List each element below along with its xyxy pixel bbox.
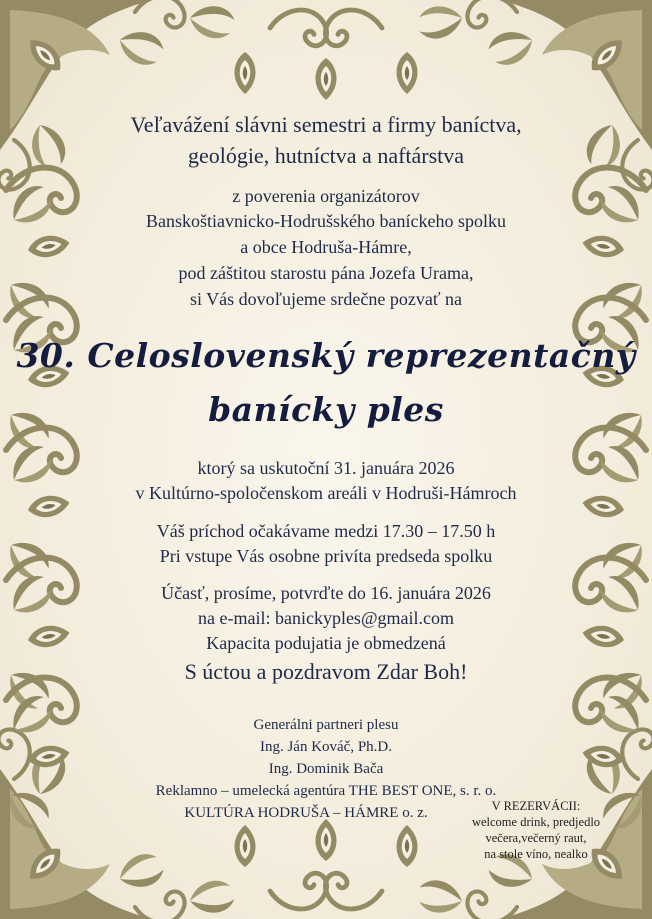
reservation-note	[466, 798, 606, 862]
floral-side-ornament	[187, 2, 465, 100]
partner-name: KULTÚRA HODRUŠA – HÁMRE o. z.	[184, 805, 428, 821]
reservation-line: na stole víno, nealko	[484, 847, 588, 861]
invitation-line: a obce Hodruša-Hámre,	[240, 237, 412, 257]
invitation-line: pod záštitou starostu pána Jozefa Urama,	[178, 263, 474, 283]
rsvp-deadline: Účasť, prosíme, potvrďte do 16. januára 2026	[161, 583, 491, 603]
partner-name: Ing. Dominik Bača	[268, 761, 384, 777]
invitation-line: z poverenia organizátorov	[232, 186, 420, 206]
arrival-time: Váš príchod očakávame medzi 17.30 – 17.50 h	[156, 521, 496, 541]
reservation-line: welcome drink, predjedlo	[471, 815, 601, 829]
reservation-heading: V REZERVÁCII:	[491, 799, 581, 813]
salutation-line: Veľavážení slávni semestri a firmy baníctva,	[130, 112, 522, 137]
salutation-line: geológie, hutníctva a naftárstva	[187, 143, 465, 168]
floral-side-ornament	[187, 819, 465, 917]
invitation-line: si Vás dovoľujeme srdečne pozvať na	[189, 289, 463, 309]
reservation-line: večera,večerný raut,	[485, 831, 587, 845]
arrival-note: Pri vstupe Vás osobne privíta predseda spolku	[159, 546, 493, 566]
event-date: ktorý sa uskutoční 31. januára 2026	[197, 458, 455, 478]
invitation-line: Banskoštiavnicko-Hodrušského baníckeho spolku	[146, 211, 506, 231]
closing-greeting: S úctou a pozdravom Zdar Boh!	[184, 659, 468, 684]
partner-name: Reklamno – umelecká agentúra THE BEST ONE, s. r. o.	[155, 783, 497, 799]
rsvp-email: na e-mail: banickyples@gmail.com	[198, 608, 454, 628]
event-title: 30. Celoslovenský reprezentačný	[16, 336, 636, 375]
partners-heading: Generálni partneri plesu	[253, 717, 399, 733]
capacity-note: Kapacita podujatia je obmedzená	[206, 633, 446, 653]
event-venue: v Kultúrno-spoločenskom areáli v Hodruši-Hámroch	[135, 483, 517, 503]
partner-name: Ing. Ján Kováč, Ph.D.	[259, 739, 393, 755]
event-title: banícky ples	[208, 390, 444, 429]
